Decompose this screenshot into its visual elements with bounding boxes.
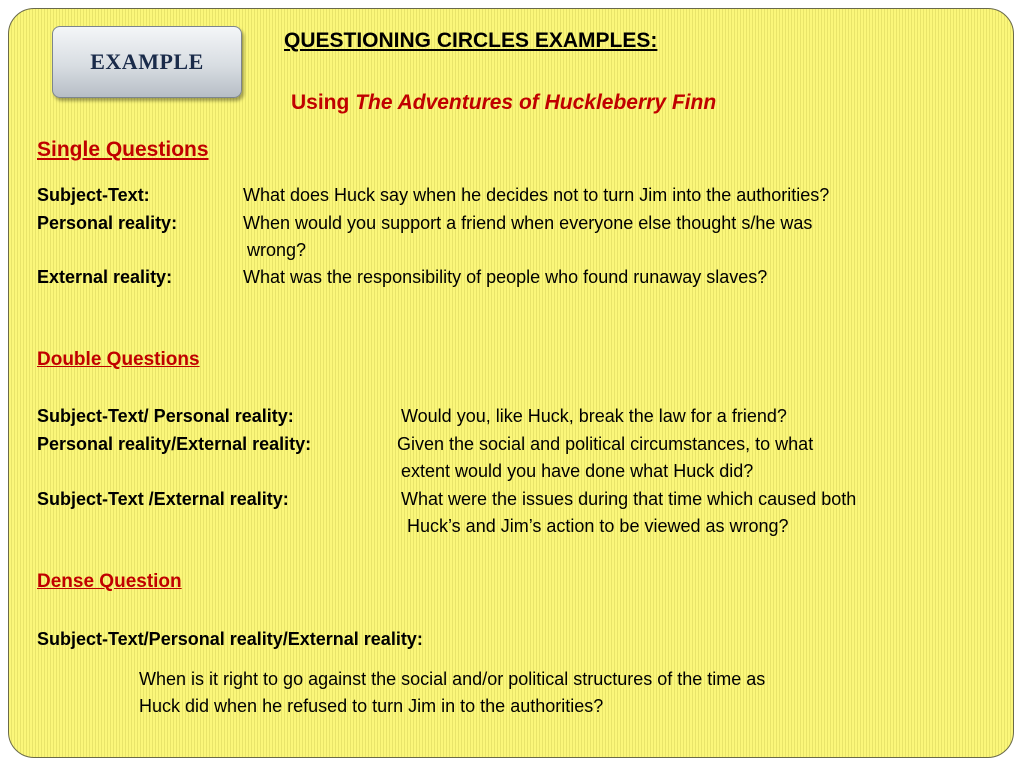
- slide: [8, 8, 1014, 758]
- single-label-external-reality: External reality:: [37, 267, 173, 287]
- dense-question-heading: Dense Question: [37, 571, 182, 592]
- double-text-personal-external-cont: extent would you have done what Huck did?: [401, 461, 754, 481]
- book-title: The Adventures of Huckleberry Finn: [355, 91, 717, 114]
- single-text-subject-text: What does Huck say when he decides not to turn Jim into the authorities?: [243, 185, 830, 205]
- dense-text-line1: When is it right to go against the social and/or political structures of the time as: [139, 669, 766, 689]
- single-text-personal-reality-cont: wrong?: [247, 240, 307, 260]
- double-label-personal-external: Personal reality/External reality:: [37, 434, 312, 454]
- double-text-subject-external: What were the issues during that time which caused both: [401, 489, 857, 509]
- single-label-personal-reality: Personal reality:: [37, 213, 178, 233]
- double-label-subject-external: Subject-Text /External reality:: [37, 489, 289, 509]
- example-badge: EXAMPLE: [52, 26, 242, 98]
- single-text-external-reality: What was the responsibility of people who found runaway slaves?: [243, 267, 768, 287]
- page-title: QUESTIONING CIRCLES EXAMPLES:: [284, 29, 658, 52]
- double-text-subject-personal: Would you, like Huck, break the law for a friend?: [401, 406, 787, 426]
- double-questions-heading: Double Questions: [37, 349, 200, 370]
- subtitle-prefix: Using: [291, 91, 350, 114]
- dense-label: Subject-Text/Personal reality/External reality:: [37, 629, 423, 649]
- single-label-subject-text: Subject-Text:: [37, 185, 150, 205]
- double-label-subject-personal: Subject-Text/ Personal reality:: [37, 406, 294, 426]
- double-text-subject-external-cont: Huck’s and Jim’s action to be viewed as wrong?: [407, 516, 789, 536]
- single-text-personal-reality: When would you support a friend when everyone else thought s/he was: [243, 213, 813, 233]
- dense-text-line2: Huck did when he refused to turn Jim in to the authorities?: [139, 696, 604, 716]
- subtitle: [291, 91, 716, 115]
- double-text-personal-external: Given the social and political circumstances, to what: [397, 434, 814, 454]
- single-questions-heading: Single Questions: [37, 138, 209, 161]
